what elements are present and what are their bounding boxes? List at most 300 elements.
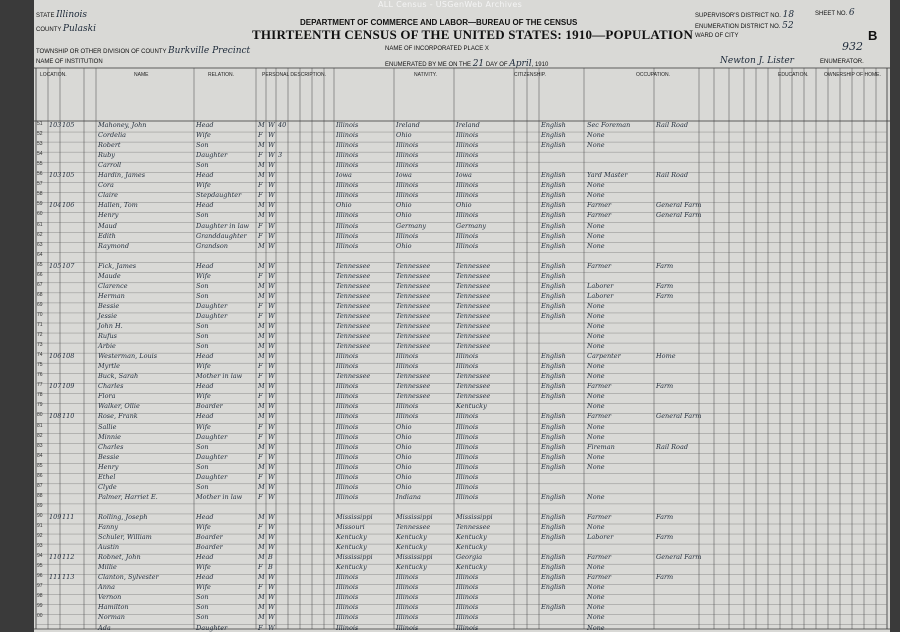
race: W	[268, 452, 275, 461]
census-row	[34, 584, 890, 592]
sex: F	[258, 181, 263, 190]
father-birthplace: Illinois	[396, 603, 419, 612]
father-birthplace: Tennessee	[396, 332, 431, 341]
race: W	[268, 462, 275, 471]
father-birthplace: Illinois	[396, 352, 419, 361]
scan-left-margin	[0, 0, 34, 632]
birthplace: Illinois	[336, 623, 359, 632]
father-birthplace: Tennessee	[396, 311, 431, 320]
race: W	[268, 613, 275, 622]
ownership-heading: OWNERSHIP OF HOME.	[824, 72, 881, 78]
occupation: None	[587, 452, 605, 461]
sex: M	[258, 322, 265, 330]
occupation: None	[587, 231, 605, 240]
census-row	[34, 534, 890, 542]
person-name: Hamilton	[98, 603, 129, 612]
language: English	[541, 603, 566, 612]
sex: M	[258, 171, 265, 180]
census-row	[34, 202, 890, 210]
father-birthplace: Ohio	[396, 201, 412, 210]
person-name: Carroll	[98, 161, 122, 170]
race: W	[268, 573, 275, 582]
mother-birthplace: Illinois	[456, 151, 479, 160]
line-number: 57	[37, 181, 43, 188]
birthplace: Illinois	[336, 593, 359, 602]
relation-heading: RELATION.	[208, 72, 235, 78]
census-row	[34, 293, 890, 301]
line-number: 72	[37, 332, 43, 339]
mother-birthplace: Germany	[456, 221, 487, 230]
father-birthplace: Tennessee	[396, 523, 431, 531]
mother-birthplace: Illinois	[456, 573, 479, 582]
line-number: 55	[37, 161, 43, 168]
relation: Daughter	[196, 472, 228, 481]
person-name: Mahoney, John	[98, 121, 147, 129]
sex: F	[258, 623, 263, 632]
birthplace: Illinois	[336, 241, 359, 250]
relation: Daughter	[196, 432, 228, 441]
father-birthplace: Illinois	[396, 151, 419, 160]
language: English	[541, 362, 566, 371]
race: W	[268, 362, 275, 371]
race: W	[268, 392, 275, 401]
language: English	[541, 422, 566, 431]
line-number: 92	[37, 533, 43, 540]
father-birthplace: Illinois	[396, 402, 419, 411]
mother-birthplace: Illinois	[456, 141, 479, 150]
family-number: 112	[62, 553, 75, 562]
industry: Farm	[656, 281, 674, 290]
census-title: THIRTEENTH CENSUS OF THE UNITED STATES: 1910—POPULATION	[252, 27, 694, 42]
birthplace: Illinois	[336, 402, 359, 411]
nativity-heading: NATIVITY.	[414, 72, 437, 78]
person-name: Claire	[98, 191, 118, 200]
father-birthplace: Ohio	[396, 472, 412, 481]
relation: Son	[196, 603, 209, 612]
father-birthplace: Illinois	[396, 191, 419, 200]
mother-birthplace: Kentucky	[456, 402, 487, 411]
father-birthplace: Illinois	[396, 573, 419, 582]
person-name: Flora	[98, 392, 116, 401]
birthplace: Illinois	[336, 181, 359, 190]
industry: General Farm	[656, 553, 702, 562]
person-name: Hallen, Tom	[98, 201, 138, 210]
sex: F	[258, 472, 263, 481]
census-row	[34, 172, 890, 180]
language: English	[541, 512, 566, 521]
birthplace: Tennessee	[336, 261, 371, 270]
mother-birthplace: Tennessee	[456, 271, 491, 280]
industry: Rail Road	[656, 171, 688, 180]
language: English	[541, 201, 566, 210]
father-birthplace: Ohio	[396, 211, 412, 220]
line-number: 58	[37, 191, 43, 198]
mother-birthplace: Tennessee	[456, 392, 491, 401]
mother-birthplace: Tennessee	[456, 261, 491, 270]
occupation: Yard Master	[587, 171, 628, 180]
father-birthplace: Tennessee	[396, 392, 431, 401]
father-birthplace: Germany	[396, 221, 427, 230]
occupation: None	[587, 432, 605, 441]
birthplace: Missouri	[336, 523, 365, 531]
sex: M	[258, 512, 265, 521]
father-birthplace: Indiana	[396, 492, 421, 501]
mother-birthplace: Illinois	[456, 593, 479, 602]
mother-birthplace: Illinois	[456, 362, 479, 371]
line-number: 68	[37, 291, 43, 298]
language: English	[541, 121, 566, 129]
language: English	[541, 221, 566, 230]
father-birthplace: Ireland	[396, 121, 420, 129]
father-birthplace: Illinois	[396, 593, 419, 602]
sheet-letter: B	[868, 28, 878, 43]
language: English	[541, 563, 566, 572]
race: W	[268, 241, 275, 250]
census-row	[34, 253, 890, 261]
father-birthplace: Tennessee	[396, 342, 431, 351]
sex: M	[258, 291, 265, 300]
census-row	[34, 625, 890, 632]
occupation: None	[587, 181, 605, 190]
census-row	[34, 494, 890, 502]
census-row	[34, 564, 890, 572]
father-birthplace: Ohio	[396, 452, 412, 461]
line-number: 93	[37, 543, 43, 550]
mother-birthplace: Tennessee	[456, 382, 491, 391]
father-birthplace: Ohio	[396, 131, 412, 140]
language: English	[541, 573, 566, 582]
race: B	[268, 563, 273, 572]
mother-birthplace: Iowa	[456, 171, 472, 180]
mother-birthplace: Illinois	[456, 181, 479, 190]
birthplace: Illinois	[336, 352, 359, 361]
census-row	[34, 333, 890, 341]
person-name: Myrtle	[98, 362, 120, 371]
birthplace: Tennessee	[336, 342, 371, 351]
census-row	[34, 413, 890, 421]
family-number: 107	[62, 261, 75, 270]
relation: Wife	[196, 131, 211, 140]
occupation: None	[587, 613, 605, 622]
sex: F	[258, 432, 263, 441]
language: English	[541, 533, 566, 542]
race: W	[268, 412, 275, 421]
occupation: Farmer	[587, 261, 612, 270]
sex: M	[258, 121, 265, 129]
relation: Daughter	[196, 311, 228, 320]
census-row	[34, 142, 890, 150]
mother-birthplace: Tennessee	[456, 322, 491, 330]
mother-birthplace: Illinois	[456, 492, 479, 501]
birthplace: Illinois	[336, 492, 359, 501]
census-row	[34, 574, 890, 582]
sex: M	[258, 613, 265, 622]
race: W	[268, 261, 275, 270]
race: W	[268, 583, 275, 592]
relation: Daughter in law	[196, 221, 250, 230]
birthplace: Illinois	[336, 392, 359, 401]
industry: Farm	[656, 512, 674, 521]
person-name: Henry	[98, 211, 119, 220]
father-birthplace: Tennessee	[396, 382, 431, 391]
industry: Farm	[656, 382, 674, 391]
dwelling-number: 108	[49, 412, 62, 421]
language: English	[541, 442, 566, 451]
birthplace: Illinois	[336, 603, 359, 612]
language: English	[541, 261, 566, 270]
mother-birthplace: Mississippi	[456, 512, 493, 521]
census-row	[34, 444, 890, 452]
language: English	[541, 462, 566, 471]
language: English	[541, 211, 566, 220]
mother-birthplace: Tennessee	[456, 291, 491, 300]
line-number: 96	[37, 573, 43, 580]
birthplace: Illinois	[336, 121, 359, 129]
line-number: 56	[37, 171, 43, 178]
ward-label: WARD OF CITY	[695, 33, 739, 39]
enumerator-label: ENUMERATOR.	[820, 59, 864, 65]
race: W	[268, 332, 275, 341]
person-name: Norman	[98, 613, 125, 622]
industry: Farm	[656, 573, 674, 582]
race: W	[268, 161, 275, 170]
race: W	[268, 593, 275, 602]
census-row	[34, 343, 890, 351]
birthplace: Tennessee	[336, 301, 371, 310]
father-birthplace: Kentucky	[396, 563, 427, 572]
township-label: TOWNSHIP OR OTHER DIVISION OF COUNTY Burkville Precinct	[36, 46, 251, 56]
father-birthplace: Illinois	[396, 161, 419, 170]
birthplace: Kentucky	[336, 543, 367, 552]
line-number: 66	[37, 271, 43, 278]
birthplace: Illinois	[336, 442, 359, 451]
person-name: Bessie	[98, 452, 120, 461]
sex: F	[258, 271, 263, 280]
age: 40	[278, 121, 287, 129]
census-row	[34, 283, 890, 291]
occupation: Farmer	[587, 382, 612, 391]
sex: M	[258, 352, 265, 361]
census-row	[34, 323, 890, 331]
line-number: 71	[37, 322, 43, 328]
mother-birthplace: Illinois	[456, 623, 479, 632]
dwelling-number: 111	[49, 573, 62, 582]
occupation: Laborer	[587, 281, 614, 290]
occupation: None	[587, 603, 605, 612]
occupation: None	[587, 523, 605, 531]
language: English	[541, 523, 566, 531]
person-name: Arbie	[98, 342, 116, 351]
line-number: 78	[37, 392, 43, 399]
race: W	[268, 523, 275, 531]
birthplace: Tennessee	[336, 311, 371, 320]
father-birthplace: Mississippi	[396, 512, 433, 521]
birthplace: Tennessee	[336, 372, 371, 381]
sex: M	[258, 412, 265, 421]
language: English	[541, 382, 566, 391]
line-number: 99	[37, 603, 43, 610]
sex: F	[258, 372, 263, 381]
person-name: Clanton, Sylvester	[98, 573, 159, 582]
person-name: Fanny	[98, 523, 118, 531]
father-birthplace: Illinois	[396, 362, 419, 371]
father-birthplace: Ohio	[396, 241, 412, 250]
line-number: 69	[37, 301, 43, 308]
census-row	[34, 604, 890, 612]
race: W	[268, 623, 275, 632]
race: W	[268, 201, 275, 210]
occupation: Farmer	[587, 573, 612, 582]
state-label: STATE Illinois	[36, 10, 88, 20]
supervisor-district: SUPERVISOR'S DISTRICT NO. 18	[695, 10, 795, 20]
line-number: 54	[37, 151, 43, 158]
father-birthplace: Kentucky	[396, 543, 427, 552]
sex: M	[258, 241, 265, 250]
birthplace: Illinois	[336, 191, 359, 200]
person-name: Charles	[98, 442, 124, 451]
father-birthplace: Tennessee	[396, 271, 431, 280]
language: English	[541, 231, 566, 240]
mother-birthplace: Illinois	[456, 191, 479, 200]
census-year: 1910	[534, 62, 549, 68]
race: W	[268, 603, 275, 612]
relation: Wife	[196, 523, 211, 531]
relation: Son	[196, 211, 209, 220]
census-row	[34, 524, 890, 532]
mother-birthplace: Illinois	[456, 131, 479, 140]
sex: M	[258, 382, 265, 391]
language: English	[541, 171, 566, 180]
sex: F	[258, 523, 263, 531]
person-name: Maud	[98, 221, 117, 230]
race: W	[268, 121, 275, 129]
census-row	[34, 403, 890, 411]
person-name: Millie	[98, 563, 117, 572]
census-row	[34, 132, 890, 140]
dwelling-number: 103	[49, 121, 62, 129]
language: English	[541, 412, 566, 421]
scan-right-margin	[890, 0, 900, 632]
race: W	[268, 171, 275, 180]
sex: M	[258, 442, 265, 451]
relation: Son	[196, 291, 209, 300]
sex: F	[258, 362, 263, 371]
mother-birthplace: Tennessee	[456, 332, 491, 341]
birthplace: Illinois	[336, 131, 359, 140]
industry: Rail Road	[656, 442, 688, 451]
relation: Son	[196, 322, 209, 330]
mother-birthplace: Illinois	[456, 462, 479, 471]
enumerated-day: 21	[472, 59, 485, 69]
race: W	[268, 281, 275, 290]
sex: M	[258, 553, 265, 562]
birthplace: Illinois	[336, 161, 359, 170]
census-row	[34, 383, 890, 391]
birthplace: Illinois	[336, 583, 359, 592]
line-number: 91	[37, 523, 43, 529]
industry: General Farm	[656, 211, 702, 220]
occupation: Farmer	[587, 512, 612, 521]
race: W	[268, 311, 275, 320]
line-number: 60	[37, 211, 43, 218]
mother-birthplace: Tennessee	[456, 523, 491, 531]
father-birthplace: Illinois	[396, 231, 419, 240]
occupation: Farmer	[587, 211, 612, 220]
line-number: 76	[37, 372, 43, 379]
relation: Head	[196, 201, 214, 210]
census-row	[34, 353, 890, 361]
census-row	[34, 313, 890, 321]
mother-birthplace: Illinois	[456, 231, 479, 240]
citizenship-heading: CITIZENSHIP.	[514, 72, 546, 78]
industry: General Farm	[656, 412, 702, 421]
language: English	[541, 131, 566, 140]
language: English	[541, 452, 566, 461]
personal-description-heading: PERSONAL DESCRIPTION.	[262, 72, 326, 78]
sex: F	[258, 221, 263, 230]
dwelling-number: 107	[49, 382, 62, 391]
census-row	[34, 152, 890, 160]
race: W	[268, 141, 275, 150]
mother-birthplace: Tennessee	[456, 311, 491, 320]
census-row	[34, 424, 890, 432]
age: 3	[278, 151, 283, 160]
person-name: Anna	[98, 583, 115, 592]
father-birthplace: Tennessee	[396, 261, 431, 270]
sex: M	[258, 161, 265, 170]
census-row	[34, 212, 890, 220]
dwelling-number: 103	[49, 171, 62, 180]
line-number: 70	[37, 311, 43, 318]
family-number: 108	[62, 352, 75, 361]
line-number: 95	[37, 563, 43, 570]
person-name: Henry	[98, 462, 119, 471]
sex: M	[258, 462, 265, 471]
mother-birthplace: Ireland	[456, 121, 480, 129]
sex: M	[258, 402, 265, 411]
line-number: 81	[37, 422, 43, 429]
census-row	[34, 504, 890, 512]
race: W	[268, 543, 275, 552]
race: W	[268, 231, 275, 240]
father-birthplace: Ohio	[396, 482, 412, 491]
sex: M	[258, 332, 265, 341]
institution-label: NAME OF INSTITUTION	[36, 59, 103, 65]
census-row	[34, 162, 890, 170]
birthplace: Kentucky	[336, 563, 367, 572]
census-row	[34, 122, 890, 130]
birthplace: Illinois	[336, 211, 359, 220]
race: W	[268, 211, 275, 220]
family-number: 109	[62, 382, 75, 391]
sex: F	[258, 422, 263, 431]
race: W	[268, 512, 275, 521]
person-name: Hardin, James	[98, 171, 146, 180]
occupation: Fireman	[587, 442, 615, 451]
person-name: Cora	[98, 181, 114, 190]
occupation: Farmer	[587, 412, 612, 421]
relation: Head	[196, 512, 214, 521]
person-name: Edith	[98, 231, 116, 240]
line-number: 82	[37, 432, 43, 439]
person-name: Austin	[98, 543, 120, 552]
race: W	[268, 131, 275, 140]
occupation: None	[587, 583, 605, 592]
sex: M	[258, 342, 265, 351]
line-number: 59	[37, 201, 43, 208]
occupation: Laborer	[587, 291, 614, 300]
line-number: 61	[37, 221, 43, 228]
